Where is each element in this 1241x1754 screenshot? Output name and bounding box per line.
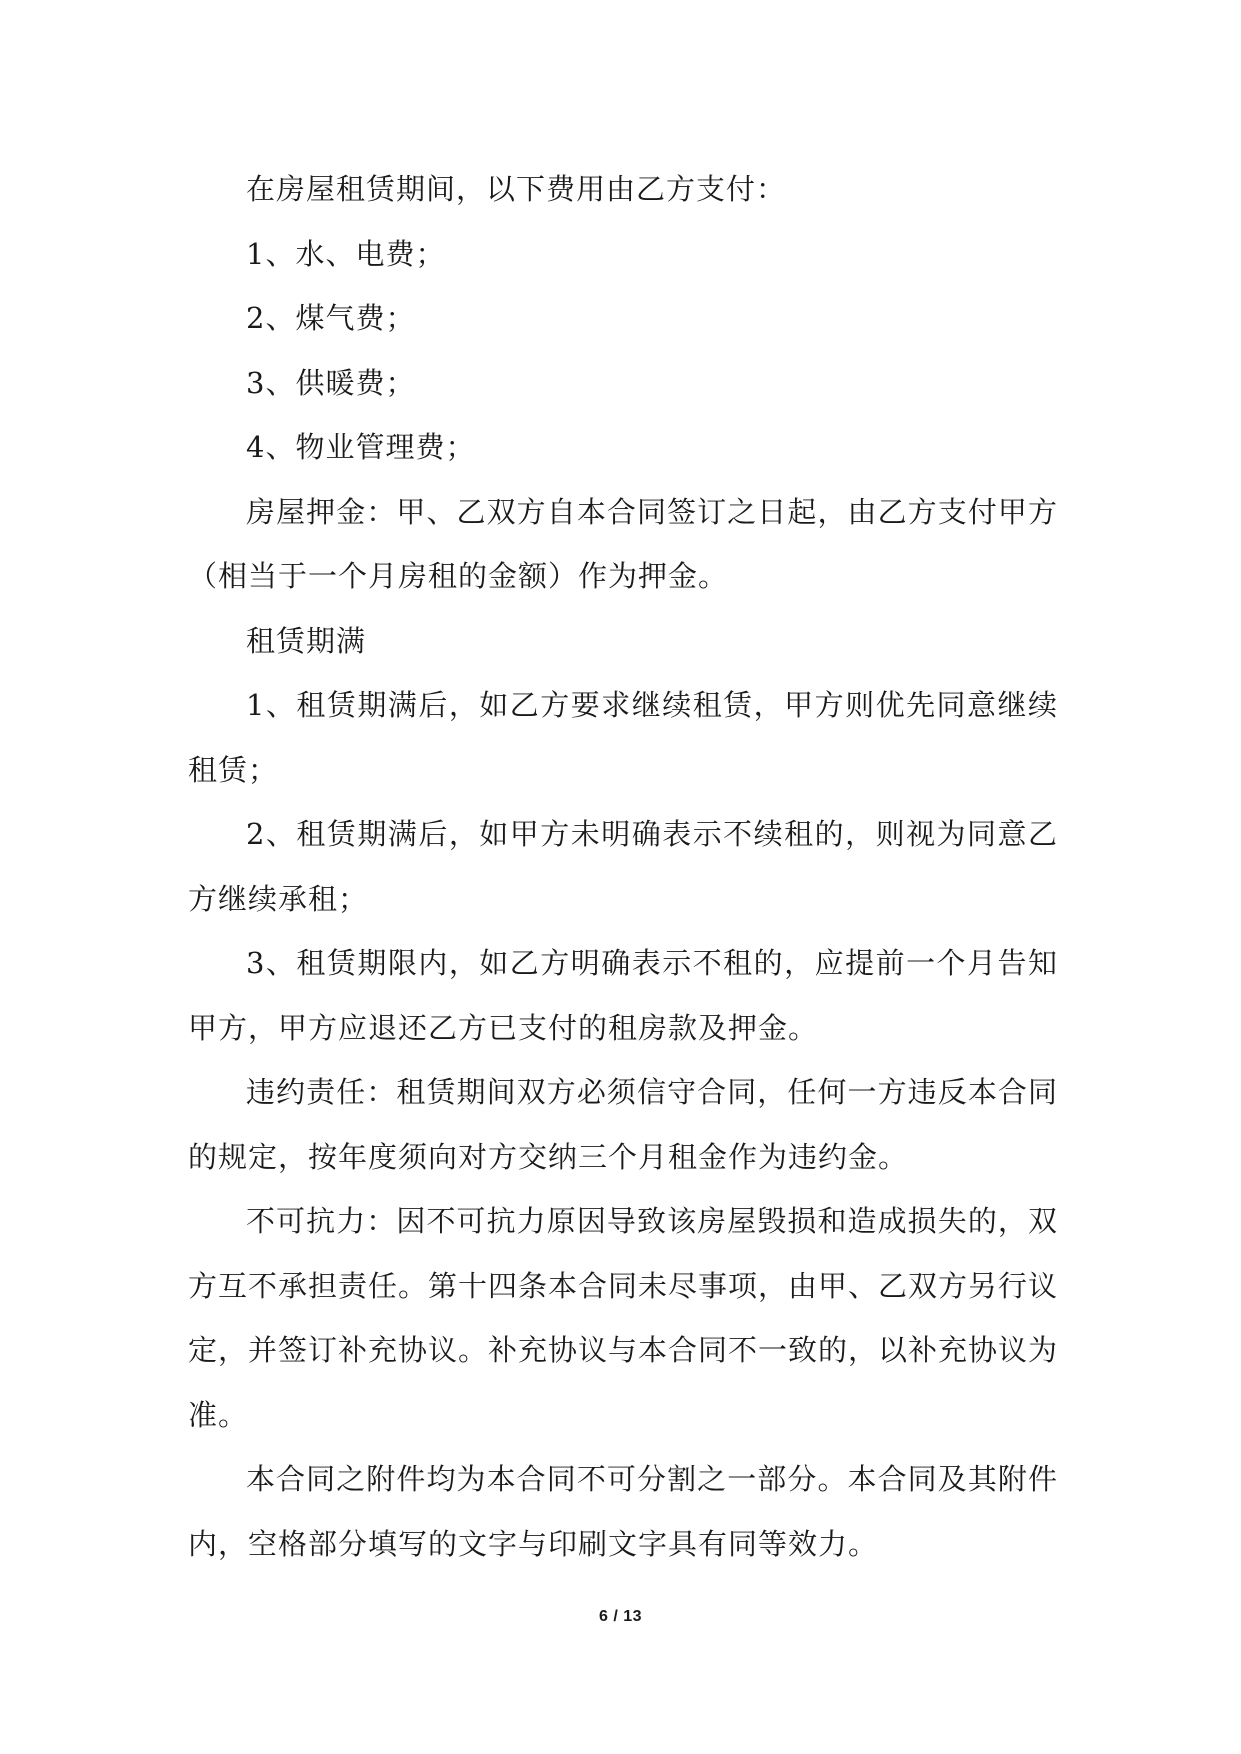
paragraph-expense-property-management: 4、物业管理费；: [246, 430, 476, 464]
paragraph-lease-expiry-1: 1、租赁期满后，如乙方要求继续租赁，甲方则优先同意继续租赁；: [188, 688, 1058, 787]
paragraph-attachments: 本合同之附件均为本合同不可分割之一部分。本合同及其附件内，空格部分填写的文字与印刷文字具有同等效力。: [188, 1462, 1058, 1561]
paragraph-force-majeure: 不可抗力：因不可抗力原因导致该房屋毁损和造成损失的，双方互不承担责任。第十四条本合同未尽事项，由甲、乙双方另行议定，并签订补充协议。补充协议与本合同不一致的，以补充协议为准。: [188, 1204, 1059, 1432]
paragraph-expenses-intro: 在房屋租赁期间，以下费用由乙方支付：: [246, 172, 787, 206]
paragraph-deposit: 房屋押金：甲、乙双方自本合同签订之日起，由乙方支付甲方（相当于一个月房租的金额）作为押金。: [188, 494, 1058, 593]
paragraph-lease-expiry-heading: 租赁期满: [246, 623, 367, 658]
paragraph-expense-water-electricity: 1、水、电费；: [246, 236, 446, 271]
paragraph-expense-heating: 3、供暖费；: [246, 365, 416, 400]
paragraph-lease-expiry-2: 2、租赁期满后，如甲方未明确表示不续租的，则视为同意乙方继续承租；: [188, 817, 1058, 916]
paragraph-expense-gas: 2、煤气费；: [246, 301, 416, 335]
paragraph-lease-expiry-3: 3、租赁期限内，如乙方明确表示不租的，应提前一个月告知甲方，甲方应退还乙方已支付的租房款及押金。: [188, 946, 1058, 1045]
paragraph-breach-liability: 违约责任：租赁期间双方必须信守合同，任何一方违反本合同的规定，按年度须向对方交纳三个月租金作为违约金。: [188, 1075, 1058, 1174]
document-body: [188, 157, 1058, 1576]
page-number: 6 / 13: [598, 1608, 643, 1625]
